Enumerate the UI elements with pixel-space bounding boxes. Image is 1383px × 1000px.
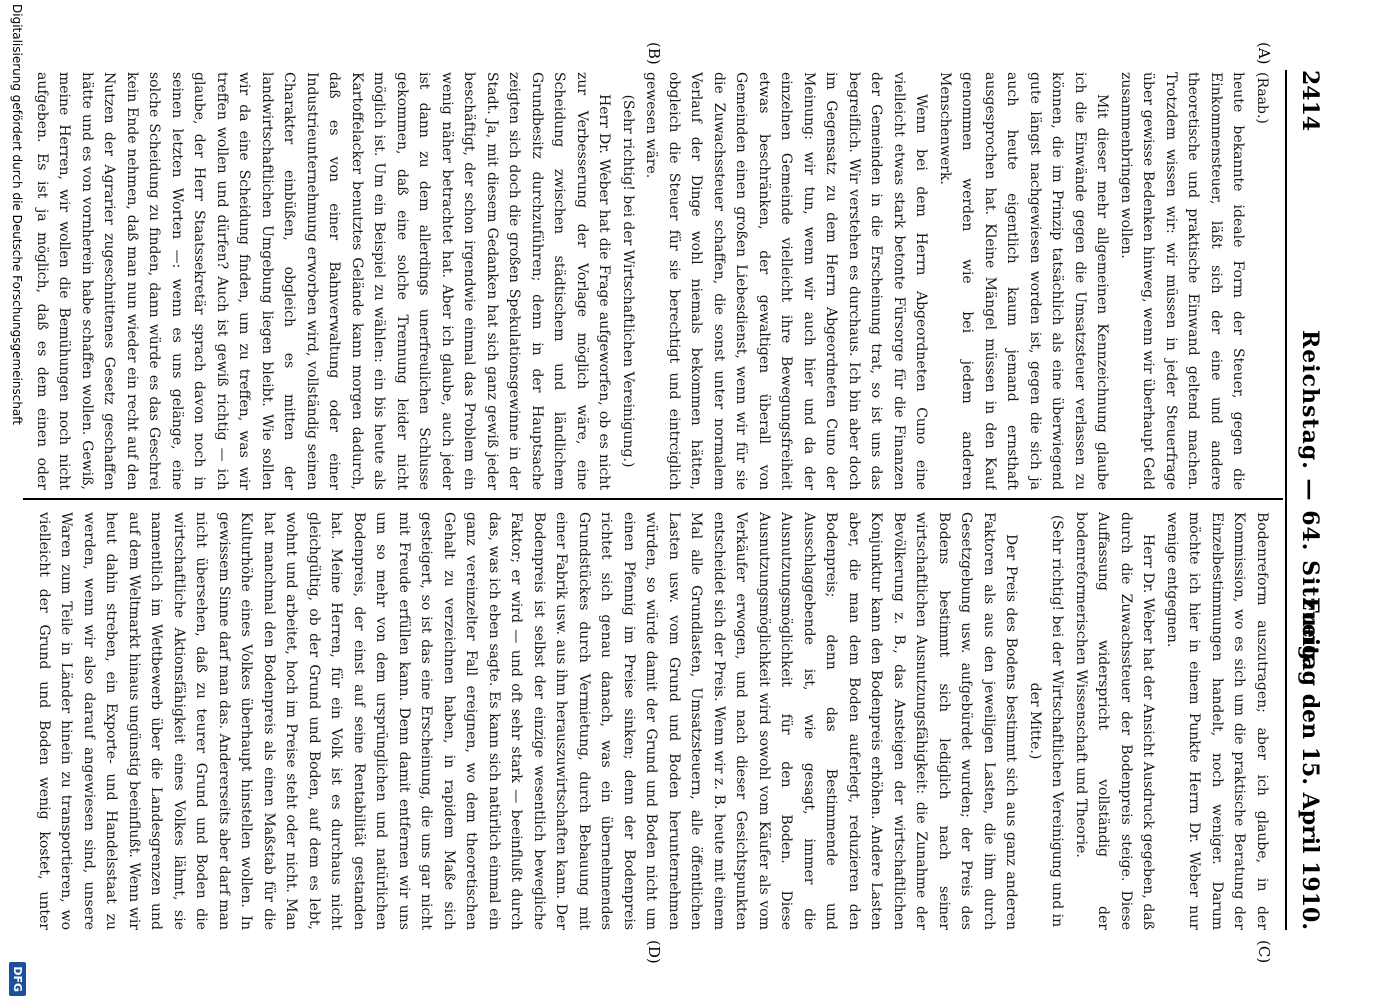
margin-marker-d: (D) bbox=[645, 940, 663, 964]
paragraph: Herr Dr. Weber hat der Ansicht Ausdruck gegeben, daß durch die Zuwachssteuer der Bodenpreis steige. Diese Auffassung widerspricht vollständig der bodenreformerischen Wissenschaft und Theorie. bbox=[1073, 512, 1157, 930]
margin-marker-a: (A) bbox=[1255, 42, 1273, 65]
header-date: Freitag den 15. April 1910. bbox=[1297, 597, 1323, 930]
paragraph: Wenn bei dem Herrn Abgeordneten Cuno eine vielleicht etwas stark betonte Fürsorge für die Finanzen der Gemeinden in die Erscheinung trat, so ist uns das begreiflich. Wir verstehen es durchaus. Ich bin aber doch im Gegensatz zu dem Herrn Abgeordneten Cuno der Meinung: wir tun, wenn wir auch hier und da der einzelnen Gemeinde vielleicht ihre Bewegungsfreiheit etwas beschränken, der gewaltigen überall von Gemeinden einen großen Liebesdienst, wenn wir für sie die Zuwachssteuer schaffen, die sonst unter normalem Verlauf der Dinge wohl niemals bekommen hätten, obgleich die Steuer für sie berechtigt und eintrciglich gewesen wäre. bbox=[643, 72, 930, 490]
paragraph: Mit dieser mehr allgemeinen Kennzeichnung glaube ich die Einwände gegen die Umsatzsteuer verlassen zu können, die im Prinzip tatsächlich als eine überwiegend gute längst nachgewiesen worden ist, gegen die sich ja auch heute eigentlich kaum jemand ernsthaft ausgesprochen hat. Kleine Mängel müssen in den Kauf genommen werden wie bei jedem anderen Menschenwerk. bbox=[937, 72, 1111, 490]
paragraph: heute bekannte ideale Form der Steuer, gegen die Einkommensteuer, läßt sich der eine und andere theoretische und praktische Einwand geltend machen. Trotzdem wissen wir: wir müssen in jeder Steuerfrage über gewisse Bedenken hinweg, wenn wir überhaupt Geld zusammenbringen wollen. bbox=[1118, 72, 1247, 490]
left-text-column bbox=[33, 72, 1273, 490]
column-divider bbox=[23, 498, 1283, 500]
digitization-credit bbox=[4, 0, 28, 1000]
margin-marker-c: (C) bbox=[1255, 940, 1273, 964]
paragraph: Herr Dr. Weber hat die Frage aufgeworfen, ob es nicht zur Verbesserung der Vorlage möglich wäre, eine Scheidung zwischen städtischem und ländlichem Grundbesitz durchzuführen; denn in der Hauptsache zeigten sich doch die großen Spekulationsgewinne in der Stadt. Ja, mit diesem Gedanken hat sich ganz gewiß jeder beschäftigt, der schon irgendwie einmal das Problem ein wenig näher betrachtet hat. Aber ich glaube, auch jeder ist dann zu dem allerdings unerfreulichen Schlusse gekommen, daß eine solche Trennung leider nicht möglich ist. Um ein Beispiel zu wählen: ein bis heute als Kartoffelacker benutztes Gelände kann morgen dadurch, daß es von einer Bahnverwaltung oder einer Industrieunternehmung erworben wird, vollständig seinen Charakter einbüßen, obgleich es mitten der landwirtschaftlichen Umgebung liegen bleibt. Wie sollen wir da eine Scheidung finden, um zu treffen, was wir treffen wollen und dürfen? Auch ist gewiß richtig — ich glaube, der Herr Staatssekretär sprach davon noch in seinen letzten Worten —: wenn es uns gelänge, eine solche Scheidung zu finden, dann würde es das Geschrei kein Ende nehmen, daß man nun wieder ein recht auf den Nutzen der Agrarier zugeschnittenes Gesetz geschaffen hätte und es von vornherein habe schaffen wollen. Gewiß, meine Herren, wir wollen die Bemühungen noch nicht aufgeben. Es ist ja möglich, daß es dem einen oder bbox=[34, 72, 613, 490]
interjection: (Sehr richtig! bei der Wirtschaftlichen Vereinigung und in der Mitte.) bbox=[1027, 514, 1066, 928]
speaker-label: (Raab.) bbox=[1254, 72, 1270, 124]
page-header bbox=[1293, 70, 1323, 930]
dfg-logo: DFG bbox=[9, 962, 26, 996]
paragraph: Bodenreform auszutragen; aber ich glaube, in der Kommission, wo es sich um die praktische Beratung der Einzelbestimmungen handelt, noch weniger. Darum möchte ich hier in einem Punkte Herrn Dr. Weber nur wenige entgegnen. bbox=[1164, 512, 1270, 930]
header-title: Reichstag. — 64. Sitzung. bbox=[1297, 330, 1323, 671]
right-text-column bbox=[33, 512, 1273, 930]
interjection: (Sehr richtig! bei der Wirtschaftlichen Vereinigung.) bbox=[620, 94, 636, 468]
header-rule bbox=[1285, 70, 1287, 930]
paragraph: Der Preis des Bodens bestimmt sich aus ganz anderen Faktoren als aus den jeweiligen Lasten, die ihm durch Gesetzgebung usw. aufgebürdet wurden; der Preis des Bodens bestimmt sich lediglich nach seiner wirtschaftlichen Ausnutzungsfähigkeit: die Zunahme der Bevölkerung z. B., das Ansteigen der wirtschaftlichen Konjunktur kann den Bodenpreis erhöhen. Andere Lasten aber, die man dem Boden auferlegt, reduzieren den Bodenpreis; denn das Bestimmende und Ausschlaggebende ist, wie gesagt, immer die Ausnutzungsmöglichkeit für den Boden. Diese Ausnutzungsmöglichkeit wird sowohl vom Käufer als vom Verkäufer erwogen, und nach dieser Gesichtspunkten entscheidet sich der Preis. Wenn wir z. B. heute mit einem Mal alle Grundlasten, Umsatzsteuern, alle öffentlichen Lasten usw. vom Grund und Boden herunternehmen würden, so würde damit der Grund und Boden nicht um einen Pfennig im Preise sinken; denn der Bodenpreis richtet sich genau danach, was ein übernehmendes Grundstückes durch Vermietung, durch Bebauung mit einer Fabrik usw. aus ihm herauszuwirtschaften kann. Der Bodenpreis ist selbst der einzige wesentlich bewegliche Faktor; er wird — und oft sehr stark — beeinflußt durch das, was ich eben sagte. Es kann sich natürlich einmal ein ganz vereinzelter Fall ereignen, wo dem theoretischen Gehalt zu verzeichnen haben, in rapidem Maße sich gesteigert, so ist das eine Erscheinung, die uns gar nicht mit Freude erfüllen kann. Denn damit entfernen wir uns um so mehr von dem ursprünglichen und natürlichen Bodenpreis, der einst auf seine Rentabilität gestanden hat. Meine Herren, für ein Volk ist es durchaus nicht gleichgültig, ob der Grund und Boden, auf dem es lebt, wohnt und arbeitet, hoch im Preise steht oder nicht. Man hat manchmal den Bodenpreis als einen Maßstab für die Kulturhöhe eines Volkes überhaupt hinstellen wollen. In gewissem Sinne darf man das. Andererseits aber darf man nicht übersehen, daß zu teurer Grund und Boden die wirtschaftliche Aktionsfähigkeit eines Volkes lähmt, sie namentlich im Wettbewerb über die Landesgrenzen und auf dem Weltmarkt hinaus ungünstig beeinflußt. Wenn wir heut dahin streben, ein Exporte- und Handelsstaat zu werden, wenn wir also darauf angewiesen sind, unsere Waren zum Teile in Länder hinein zu transportieren, wo vielleicht der Grund und Boden wenig kostet, unter bbox=[36, 512, 1020, 930]
page-number: 2414 bbox=[1297, 70, 1323, 132]
margin-marker-b: (B) bbox=[645, 42, 663, 65]
credit-text: Digitalisierung gefördert durch die Deutsche Forschungsgemeinschaft bbox=[10, 4, 24, 426]
